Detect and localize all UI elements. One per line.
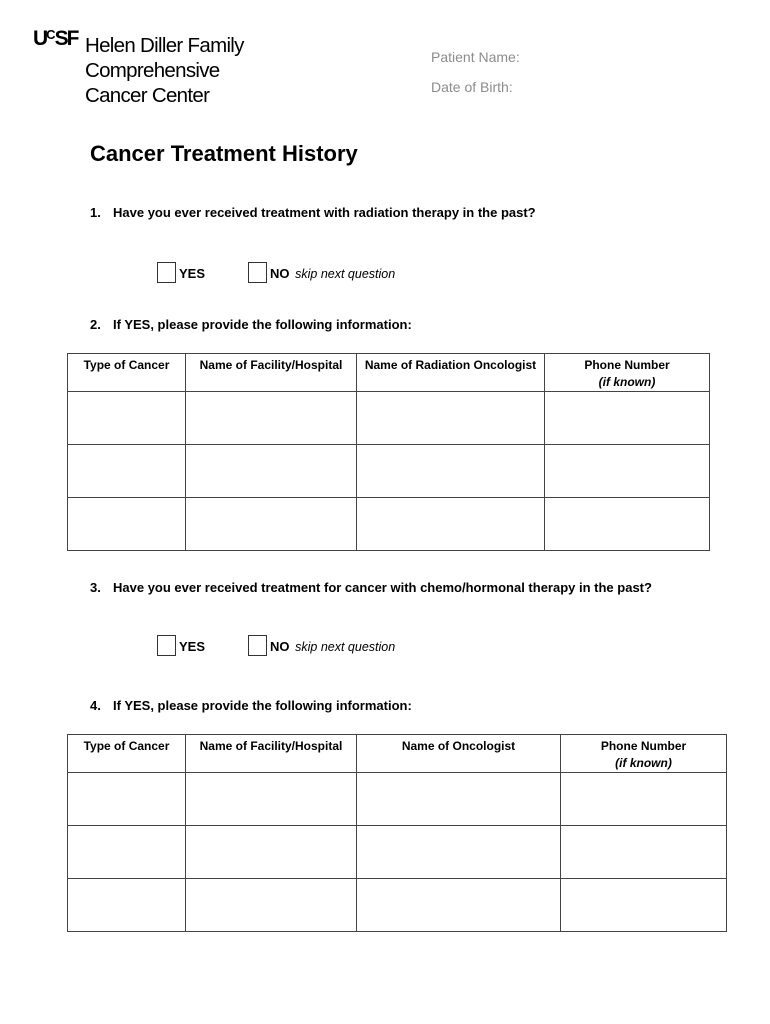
table-header-row bbox=[68, 354, 710, 392]
patient-name-label: Patient Name: bbox=[431, 49, 520, 65]
column-header bbox=[545, 354, 710, 392]
logo-text bbox=[85, 33, 244, 108]
logo-line: Helen Diller Family bbox=[85, 34, 244, 57]
question-number: 2. bbox=[90, 317, 101, 332]
column-header: Name of Facility/Hospital bbox=[186, 735, 357, 773]
question-text: If YES, please provide the following information: bbox=[113, 698, 412, 713]
column-header: Type of Cancer bbox=[68, 735, 186, 773]
phone-header-note: (if known) bbox=[598, 375, 656, 389]
logo-mark: $U^CSF$ bbox=[33, 27, 78, 50]
table-cell[interactable] bbox=[545, 498, 710, 551]
table-cell[interactable] bbox=[186, 498, 357, 551]
table-cell[interactable] bbox=[68, 773, 186, 826]
table-header-row bbox=[68, 735, 727, 773]
column-header: Type of Cancer bbox=[68, 354, 186, 392]
table-cell[interactable] bbox=[561, 826, 727, 879]
table-cell[interactable] bbox=[68, 498, 186, 551]
logo-line: Cancer Center bbox=[85, 84, 210, 107]
phone-header-note: (if known) bbox=[615, 756, 672, 770]
date-of-birth-label: Date of Birth: bbox=[431, 79, 513, 95]
question-3 bbox=[90, 580, 652, 595]
table-cell[interactable] bbox=[68, 392, 186, 445]
q1-yes-label: YES bbox=[179, 266, 206, 281]
q1-yes-checkbox[interactable] bbox=[157, 262, 176, 283]
question-1 bbox=[90, 205, 536, 220]
page-title: Cancer Treatment History bbox=[90, 141, 358, 166]
question-number: 4. bbox=[90, 698, 101, 713]
table-cell[interactable] bbox=[357, 879, 561, 932]
question-text: If YES, please provide the following information: bbox=[113, 317, 412, 332]
question-2 bbox=[90, 317, 412, 332]
q3-yes-checkbox[interactable] bbox=[157, 635, 176, 656]
table-row bbox=[68, 392, 710, 445]
table-cell[interactable] bbox=[186, 773, 357, 826]
question-text: Have you ever received treatment for cancer with chemo/hormonal therapy in the past? bbox=[113, 580, 652, 595]
table-cell[interactable] bbox=[186, 826, 357, 879]
table-cell[interactable] bbox=[68, 826, 186, 879]
table-cell[interactable] bbox=[68, 879, 186, 932]
table-cell[interactable] bbox=[545, 445, 710, 498]
question-number: 3. bbox=[90, 580, 101, 595]
q1-no-label: NO bbox=[270, 266, 290, 281]
table-row bbox=[68, 498, 710, 551]
table-row bbox=[68, 773, 727, 826]
column-header bbox=[561, 735, 727, 773]
q3-no-label: NO bbox=[270, 639, 290, 654]
column-header: Name of Oncologist bbox=[357, 735, 561, 773]
table-cell[interactable] bbox=[357, 826, 561, 879]
table-cell[interactable] bbox=[357, 392, 545, 445]
phone-header-label: Phone Number bbox=[600, 739, 687, 753]
table-cell[interactable] bbox=[68, 445, 186, 498]
table-cell[interactable] bbox=[561, 879, 727, 932]
question-number: 1. bbox=[90, 205, 101, 220]
table-row bbox=[68, 879, 727, 932]
table-cell[interactable] bbox=[545, 392, 710, 445]
column-header: Name of Radiation Oncologist bbox=[357, 354, 545, 392]
q1-no-checkbox[interactable] bbox=[248, 262, 267, 283]
question-4 bbox=[90, 698, 412, 713]
logo-line: Comprehensive bbox=[85, 59, 220, 82]
table-cell[interactable] bbox=[561, 773, 727, 826]
column-header: Name of Facility/Hospital bbox=[186, 354, 357, 392]
table-row bbox=[68, 826, 727, 879]
question-text: Have you ever received treatment with radiation therapy in the past? bbox=[113, 205, 536, 220]
radiation-history-table bbox=[67, 353, 710, 551]
q3-yes-label: YES bbox=[179, 639, 206, 654]
q3-no-note: skip next question bbox=[295, 640, 396, 654]
q1-no-note: skip next question bbox=[295, 267, 396, 281]
table-cell[interactable] bbox=[357, 773, 561, 826]
table-cell[interactable] bbox=[186, 879, 357, 932]
q3-no-checkbox[interactable] bbox=[248, 635, 267, 656]
table-cell[interactable] bbox=[186, 445, 357, 498]
phone-header-label: Phone Number bbox=[584, 358, 670, 372]
table-row bbox=[68, 445, 710, 498]
table-cell[interactable] bbox=[357, 445, 545, 498]
table-cell[interactable] bbox=[357, 498, 545, 551]
chemo-history-table bbox=[67, 734, 727, 932]
table-cell[interactable] bbox=[186, 392, 357, 445]
